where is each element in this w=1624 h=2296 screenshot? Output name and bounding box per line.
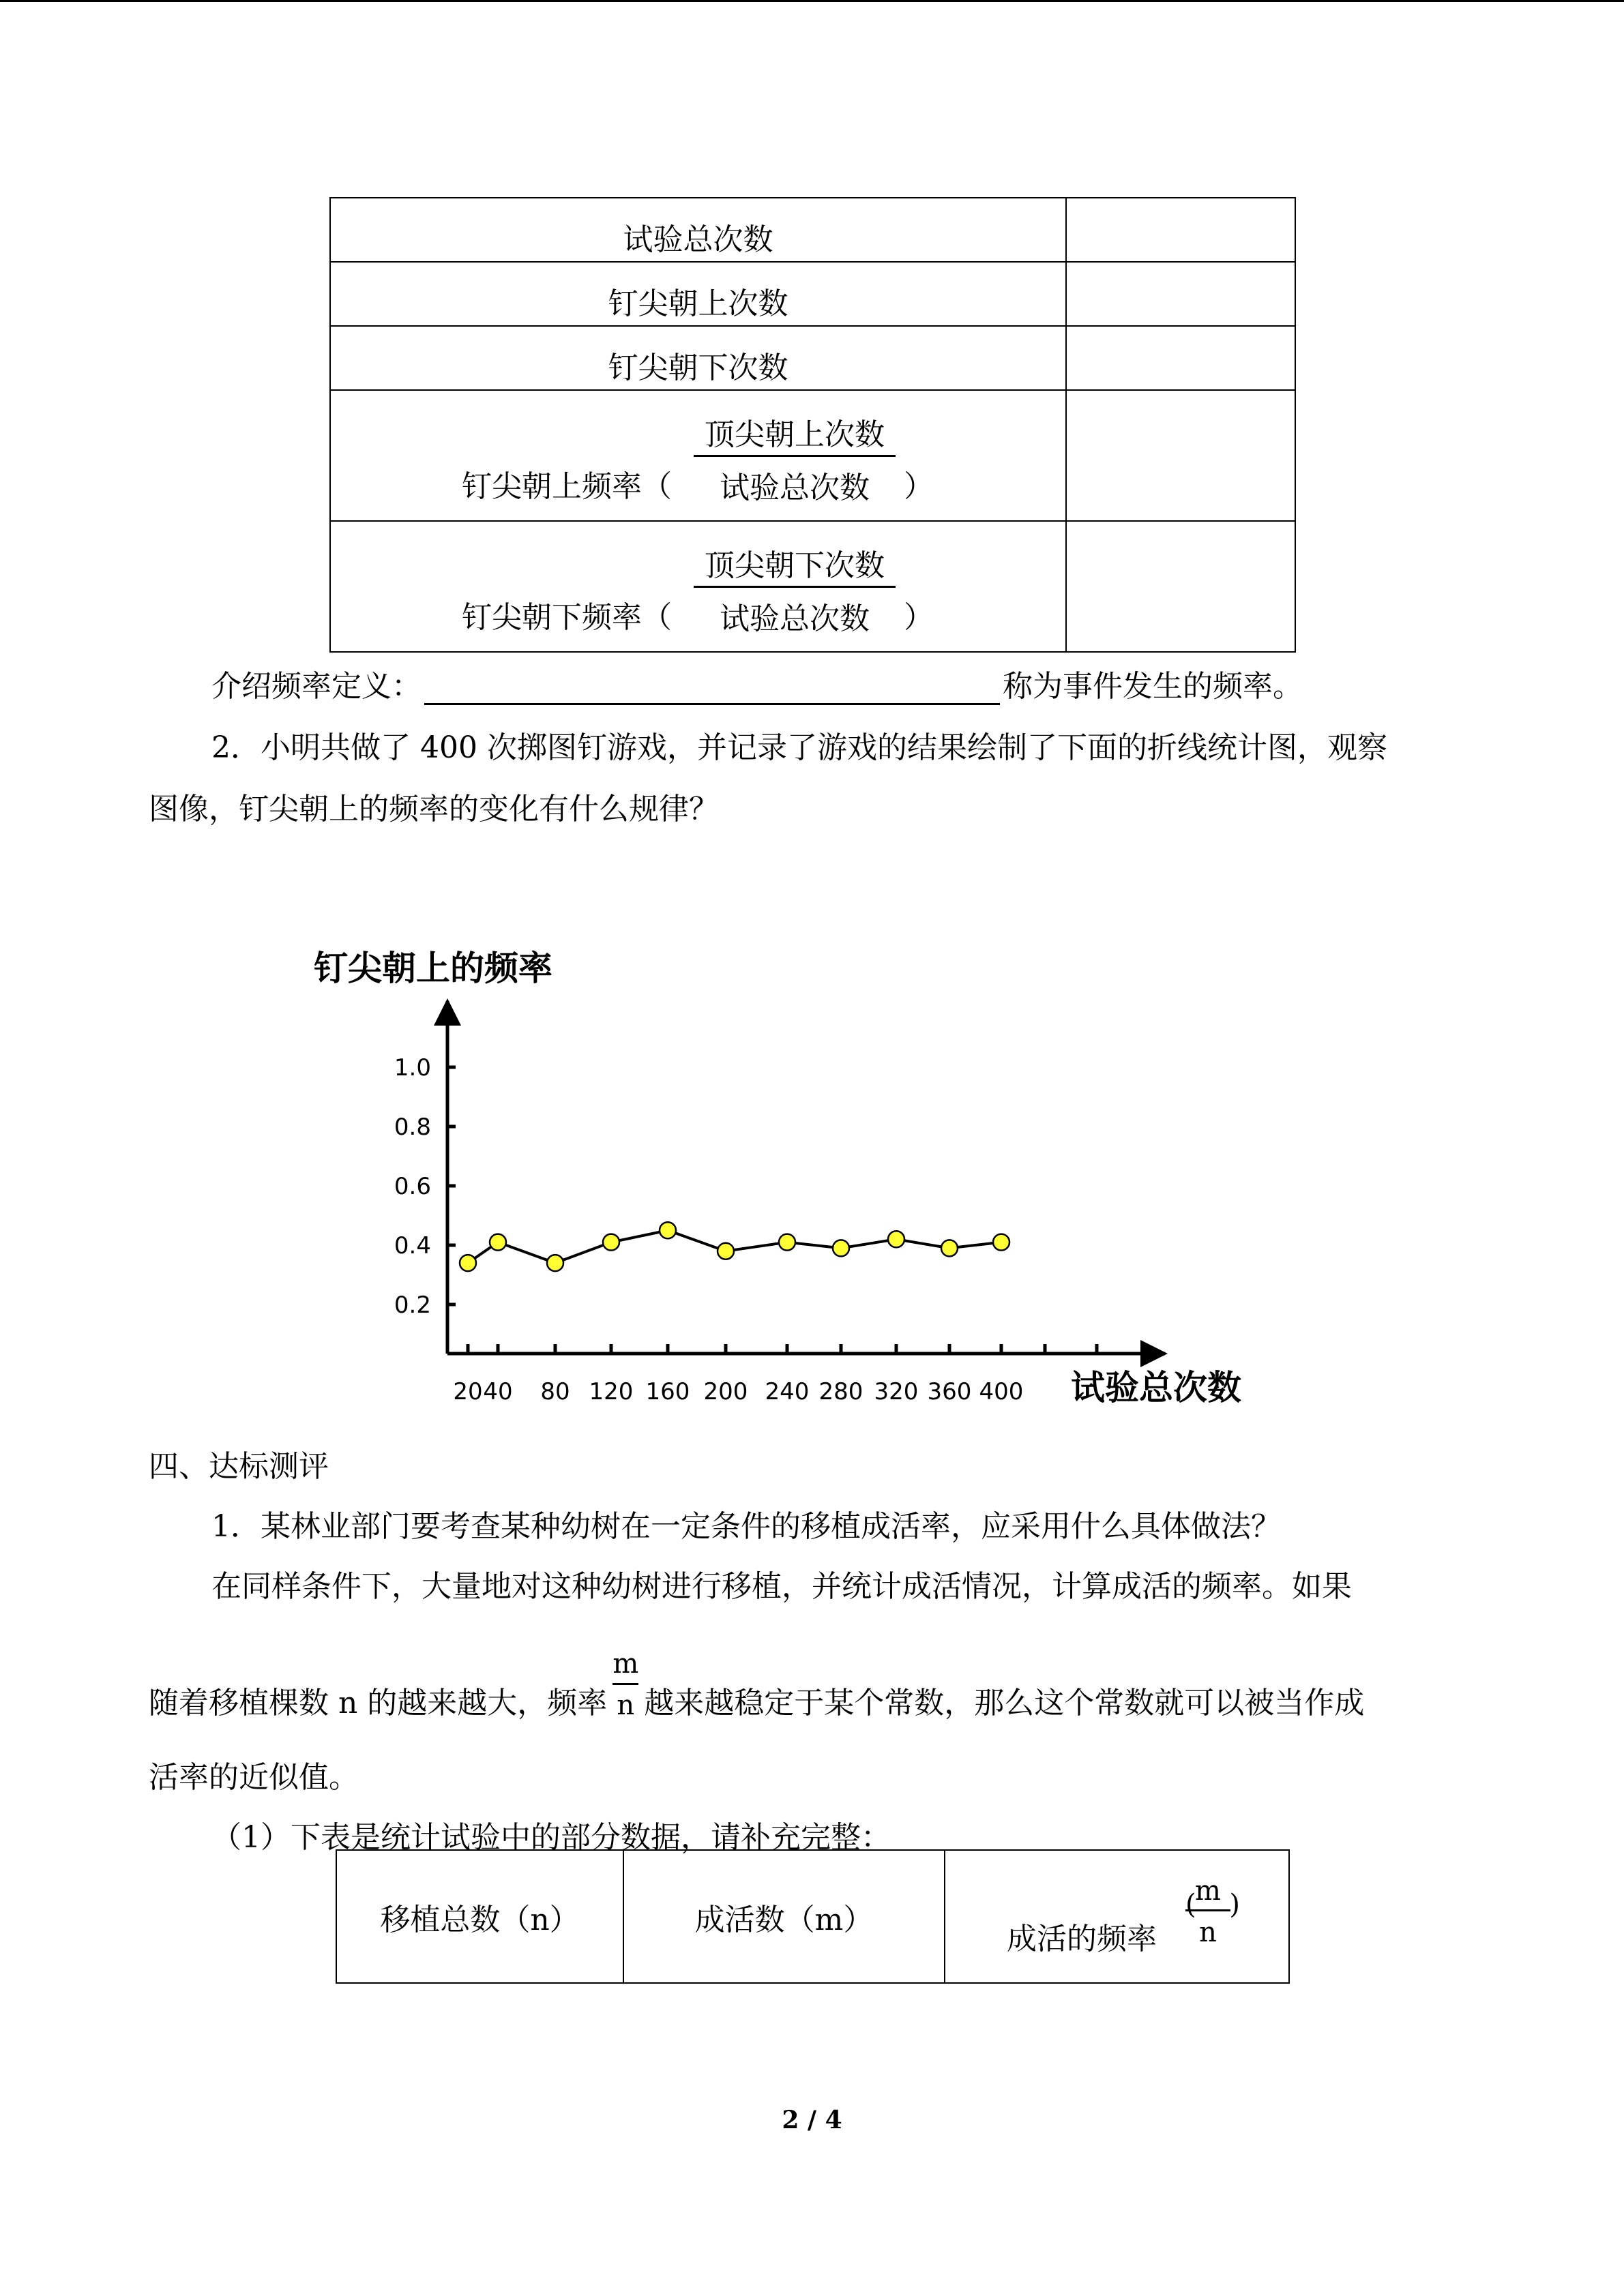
header-transplant-total: 移植总数（n） bbox=[336, 1850, 623, 1983]
fraction-denominator: 试验总次数 bbox=[720, 471, 870, 505]
x-tick-label: 240 bbox=[765, 1378, 810, 1405]
header-survival-rate bbox=[945, 1850, 1289, 1983]
value-cell[interactable] bbox=[1066, 326, 1295, 390]
table-row bbox=[330, 390, 1295, 521]
table-row bbox=[330, 326, 1295, 390]
data-point bbox=[603, 1234, 619, 1251]
row-label-tip-up-count: 钉尖朝上次数 bbox=[330, 262, 1066, 326]
definition-blank[interactable] bbox=[424, 673, 1000, 705]
data-point bbox=[718, 1243, 734, 1259]
question-2-line1: 2．小明共做了 400 次掷图钉游戏，并记录了游戏的结果绘制了下面的折线统计图，观察 bbox=[211, 730, 1387, 765]
data-point bbox=[888, 1231, 904, 1247]
value-cell[interactable] bbox=[1066, 521, 1295, 652]
table-row bbox=[330, 198, 1295, 262]
question-2-line2: 图像，钉尖朝上的频率的变化有什么规律？ bbox=[149, 792, 719, 826]
value-cell[interactable] bbox=[1066, 198, 1295, 262]
question-1: 1．某林业部门要考查某种幼树在一定条件的移植成活率，应采用什么具体做法？ bbox=[211, 1509, 1281, 1544]
x-tick-label: 280 bbox=[818, 1378, 863, 1405]
data-point bbox=[460, 1255, 476, 1271]
definition-suffix: 称为事件发生的频率。 bbox=[1003, 669, 1303, 704]
x-tick-label: 160 bbox=[645, 1378, 690, 1405]
fraction-bar bbox=[694, 455, 896, 457]
fraction-bar bbox=[694, 586, 896, 588]
top-border bbox=[0, 0, 1624, 2]
fraction-denominator: n bbox=[612, 1683, 638, 1719]
x-axis-label: 试验总次数 bbox=[1071, 1368, 1241, 1407]
fraction-numerator: 顶尖朝上次数 bbox=[705, 417, 885, 452]
y-tick-label: 0.4 bbox=[394, 1232, 431, 1259]
row-label-tip-down-count: 钉尖朝下次数 bbox=[330, 326, 1066, 390]
fraction-m-over-n bbox=[612, 1650, 638, 1719]
answer-line2 bbox=[149, 1648, 1365, 1740]
fraction-numerator: 顶尖朝下次数 bbox=[705, 548, 885, 583]
frequency-label: 钉尖朝上频率（ bbox=[462, 469, 672, 504]
y-tick-label: 0.6 bbox=[394, 1173, 431, 1200]
fraction-m-over-n bbox=[1185, 1875, 1240, 1948]
data-point bbox=[941, 1240, 958, 1256]
y-tick-label: 0.2 bbox=[394, 1292, 431, 1319]
row-label-total-trials: 试验总次数 bbox=[330, 198, 1066, 262]
frequency-label: 钉尖朝下频率（ bbox=[462, 600, 672, 635]
y-tick-label: 0.8 bbox=[394, 1114, 431, 1141]
section-heading: 四、达标测评 bbox=[149, 1449, 329, 1484]
value-cell[interactable] bbox=[1066, 262, 1295, 326]
x-tick-label: 20 bbox=[453, 1378, 483, 1405]
data-point bbox=[490, 1234, 506, 1251]
data-point bbox=[993, 1234, 1009, 1251]
x-tick-label: 200 bbox=[703, 1378, 748, 1405]
answer-line3: 活率的近似值。 bbox=[149, 1760, 359, 1795]
answer-line2-end: 越来越稳定于某个常数，那么这个常数就可以被当作成 bbox=[644, 1686, 1365, 1720]
chart-title: 钉尖朝上的频率 bbox=[314, 949, 552, 988]
frequency-line-chart bbox=[300, 941, 1310, 1418]
data-point bbox=[833, 1240, 849, 1256]
value-cell[interactable] bbox=[1066, 390, 1295, 521]
table-row bbox=[336, 1850, 1289, 1983]
definition-prefix: 介绍频率定义： bbox=[211, 669, 422, 704]
x-tick-label: 400 bbox=[979, 1378, 1024, 1405]
row-label-tip-up-frequency bbox=[330, 390, 1066, 521]
sub-question-1: （1）下表是统计试验中的部分数据，请补充完整： bbox=[211, 1820, 891, 1855]
open-paren: ( bbox=[1185, 1889, 1196, 1920]
header-survived-count: 成活数（m） bbox=[623, 1850, 945, 1983]
fraction-numerator: m bbox=[1195, 1875, 1221, 1907]
experiment-table bbox=[329, 197, 1296, 653]
data-point bbox=[547, 1255, 563, 1271]
answer-line2-start: 随着移植棵数 n 的越来越大，频率 bbox=[149, 1686, 608, 1720]
x-tick-label: 80 bbox=[540, 1378, 570, 1405]
close-paren: ) bbox=[1229, 1889, 1240, 1920]
table-row bbox=[330, 262, 1295, 326]
page-number: 2 / 4 bbox=[782, 2106, 842, 2134]
x-tick-label: 120 bbox=[589, 1378, 634, 1405]
answer-line1: 在同样条件下，大量地对这种幼树进行移植，并统计成活情况，计算成活的频率。如果 bbox=[211, 1569, 1352, 1604]
table-row bbox=[330, 521, 1295, 652]
fraction-numerator: m bbox=[612, 1648, 639, 1680]
row-label-tip-down-frequency bbox=[330, 521, 1066, 652]
x-tick-label: 320 bbox=[874, 1378, 919, 1405]
transplant-table bbox=[336, 1849, 1290, 1984]
x-tick-label: 40 bbox=[483, 1378, 513, 1405]
fraction-denominator: n bbox=[1185, 1909, 1230, 1948]
survival-rate-label: 成活的频率 bbox=[1007, 1922, 1157, 1956]
data-point bbox=[660, 1222, 676, 1238]
definition-line bbox=[211, 661, 1303, 705]
closing-paren: ） bbox=[904, 600, 934, 635]
closing-paren: ） bbox=[904, 469, 934, 504]
y-tick-label: 1.0 bbox=[394, 1054, 431, 1082]
data-point bbox=[779, 1234, 795, 1251]
fraction-denominator: 试验总次数 bbox=[720, 601, 870, 636]
x-tick-label: 360 bbox=[927, 1378, 972, 1405]
